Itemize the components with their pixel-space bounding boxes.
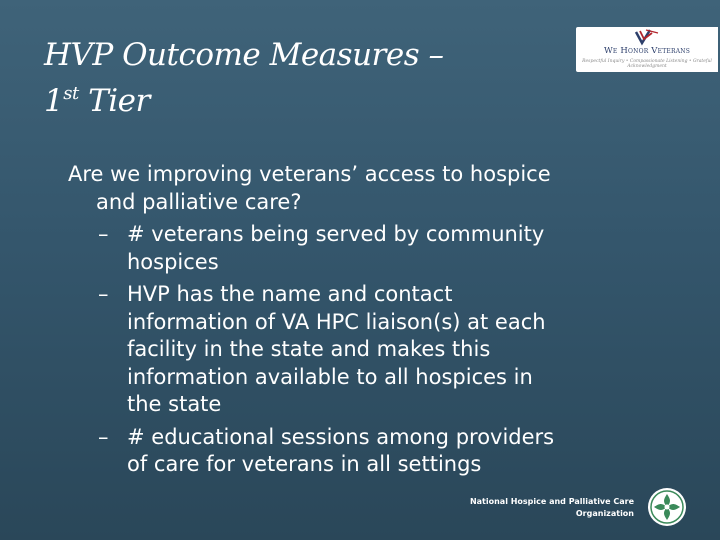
question-line-1: Are we improving veterans’ access to hospice <box>68 162 551 186</box>
slide-body <box>68 161 698 479</box>
title-tier-word: Tier <box>78 83 150 119</box>
bullet-line: HVP has the name and contact <box>127 282 453 306</box>
logo-wordmark: We Honor Veterans <box>603 46 691 56</box>
question-line-2: and palliative care? <box>96 189 302 214</box>
org-line-2: Organization <box>575 509 634 518</box>
nhpco-wordmark <box>470 496 634 520</box>
title-tier-suffix: st <box>63 83 79 104</box>
title-line-2 <box>44 78 443 124</box>
bullet-dash: – <box>98 222 109 246</box>
bullet-item <box>68 424 698 479</box>
bullet-line: the state <box>127 392 222 416</box>
title-line-1: HVP Outcome Measures – <box>44 37 444 73</box>
nhpco-emblem-icon <box>644 486 690 528</box>
bullet-dash: – <box>98 282 109 306</box>
bullet-line: # veterans being served by community <box>127 222 545 246</box>
bullet-item <box>68 221 698 276</box>
slide-title <box>44 32 443 124</box>
bullet-line: facility in the state and makes this <box>127 337 491 361</box>
title-tier-number: 1 <box>44 83 64 119</box>
bullet-line: of care for veterans in all settings <box>127 452 482 476</box>
we-honor-veterans-logo <box>576 27 718 72</box>
bullet-line: information of VA HPC liaison(s) at each <box>127 309 546 334</box>
bullet-line: # educational sessions among providers <box>127 424 555 449</box>
bullet-line: hospices <box>127 249 219 274</box>
org-line-1: National Hospice and Palliative Care <box>469 497 634 506</box>
question <box>68 161 698 216</box>
bullet-dash: – <box>98 424 109 449</box>
logo-tagline: Respectful Inquiry • Compassionate Listening • Grateful Acknowledgment <box>582 59 712 69</box>
bullet-item <box>68 281 698 419</box>
bullet-line: information available to all hospices in <box>127 364 533 389</box>
